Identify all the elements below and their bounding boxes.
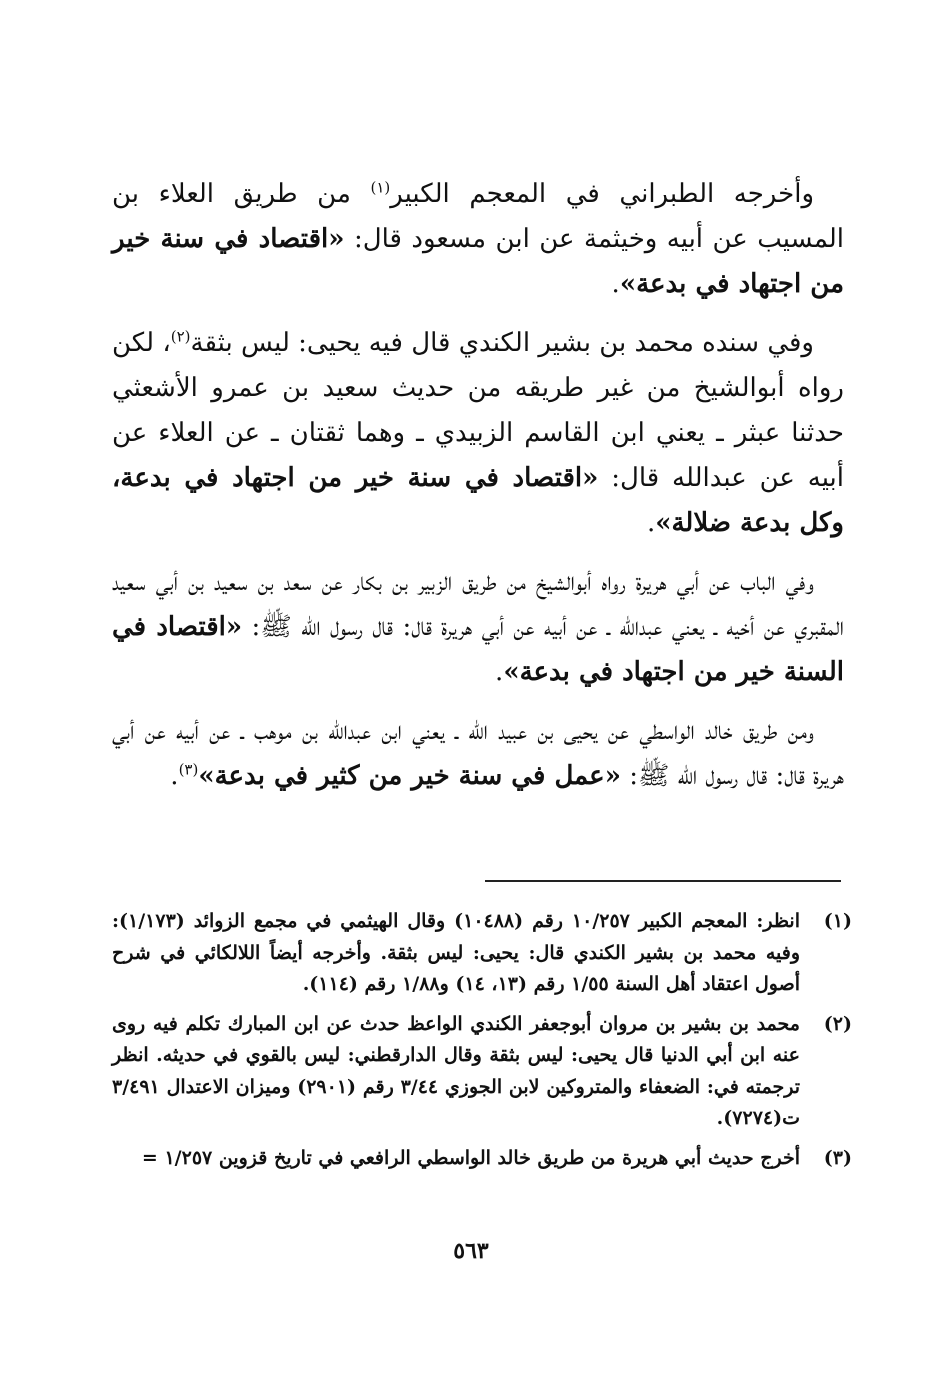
main-text [112,172,844,799]
paragraph-2-quote: «اقتصاد في سنة خير من اجتهاد في بدعة، وكل بدعة ضلالة» [112,463,844,538]
footnote-1-number: (١) [823,910,852,932]
paragraph-1-quote: «اقتصاد في سنة خير من اجتهاد في بدعة» [112,224,844,299]
footnote-1-text: انظر: المعجم الكبير ١٠/٢٥٧ رقم (١٠٤٨٨) وقال الهيثمي في مجمع الزوائد (١/١٧٣): وفيه محمد بن بشير الكندي قال: يحيى: ليس بثقة. وأخرجه أيضاً اللالكائي في شرح أصول اعتقاد أهل السنة ١/٥٥ رقم (١٣، ١٤) و١/٨٨ رقم (١١٤). [112,910,801,995]
paragraph-1 [112,172,844,307]
footnote-2-number: (٢) [823,1012,852,1035]
footnote-ref-1[interactable]: (١) [370,178,391,197]
page-number: ٥٦٣ [453,1238,489,1264]
paragraph-3 [112,560,844,695]
footnote-2-text: محمد بن بشير بن مروان أبوجعفر الكندي الواعظ حدث عن ابن المبارك تكلم فيه روى عنه ابن أبي الدنيا قال يحيى: ليس بثقة وقال الدارقطني: ليس بالقوي في حديثه. انظر ترجمته في: الضعفاء والمتروكين لابن الجوزي ٣/٤٤ رقم (٢٩٠١) وميزان الاعتدال ٣/٤٩١ ت(٧٢٧٤). [112,1012,800,1129]
paragraph-1-end: . [611,269,620,299]
footnotes [112,906,852,1182]
paragraph-2-text: وفي سنده محمد بن بشير الكندي قال فيه يحيى: ليس بثقة [190,328,814,358]
paragraph-2-end: . [646,508,656,538]
footnote-3 [112,1143,852,1175]
footnote-3-number: (٣) [823,1146,852,1169]
footnote-3-text: أخرج حديث أبي هريرة من طريق خالد الواسطي الرافعي في تاريخ قزوين ١/٢٥٧ = [141,1146,800,1169]
paragraph-3-quote: «اقتصاد في السنة خير من اجتهاد في بدعة» [112,612,844,687]
paragraph-1-text: وأخرجه الطبراني في المعجم الكبير [390,179,814,209]
paragraph-1-text-cont: من طريق العلاء بن المسيب عن أبيه وخيثمة عن ابن مسعود قال: [112,179,845,254]
paragraph-2-text-cont: ، لكن رواه أبوالشيخ من غير طريقه من حديث سعيد بن عمرو الأشعثي حدثنا عبثر ـ يعني ابن القاسم الزبيدي ـ وهما ثقتان ـ عن العلاء عن أبيه عن عبدالله قال: [112,328,845,493]
paragraph-3-end: . [495,657,504,687]
footnote-separator [485,880,841,882]
paragraph-3-text: وفي الباب عن أبي هريرة رواه أبوالشيخ من طريق الزبير بن بكار عن سعد بن سعيد بن أبي سعيد المقبري عن أخيه ـ يعني عبدالله ـ عن أبيه عن أبي هريرة قال: قال رسول الله ﷺ: [112,567,844,642]
paragraph-2 [112,321,844,546]
paragraph-4-end: . [170,761,179,791]
paragraph-4-quote: «عمل في سنة خير من كثير في بدعة» [198,761,621,791]
paragraph-4 [112,709,844,799]
footnote-ref-2[interactable]: (٢) [170,327,191,346]
footnote-2 [112,1009,852,1135]
footnote-1 [112,906,852,1001]
footnote-ref-3[interactable]: (٣) [178,760,199,779]
paragraph-4-text: ومن طريق خالد الواسطي عن يحيى بن عبيد الله ـ يعني ابن عبدالله بن موهب ـ عن أبيه عن أبي هريرة قال: قال رسول الله ﷺ: [112,716,844,791]
